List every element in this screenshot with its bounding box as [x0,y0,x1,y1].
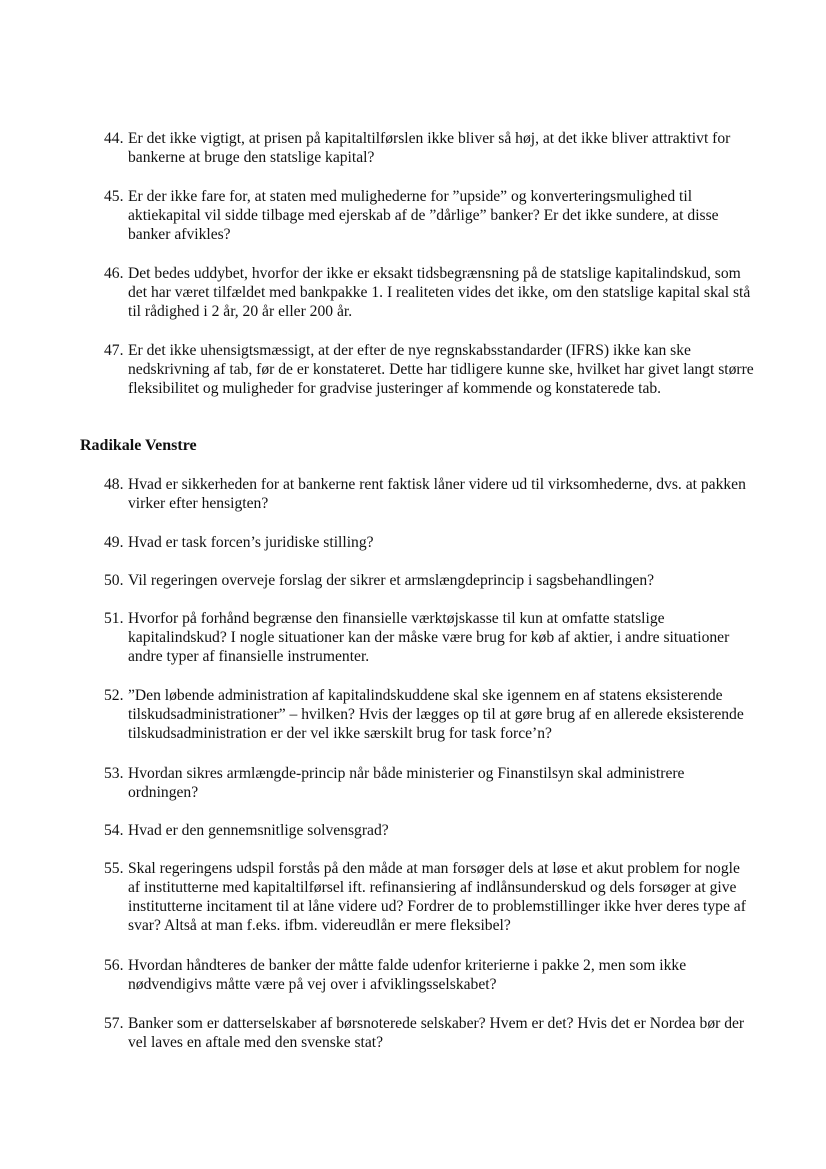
question-number: 56. [104,957,124,974]
question-number: 47. [104,342,124,359]
question-50 [104,571,754,590]
question-44 [104,129,754,167]
question-text: Hvordan sikres armlængde-princip når både ministerier og Finanstilsyn skal administrere ordningen? [128,765,685,801]
question-53 [104,764,754,802]
question-text: Det bedes uddybet, hvorfor der ikke er eksakt tidsbegrænsning på de statslige kapitalindskud, som det har været tilfældet med bankpakke 1. I realiteten vides det ikke, om den statslige kapital skal stå til rådighed i 2 år, 20 år eller 200 år. [128,265,751,320]
question-54 [104,821,754,840]
question-48 [104,475,754,513]
question-52 [104,686,754,743]
question-45 [104,187,754,244]
question-number: 51. [104,610,124,627]
question-46 [104,264,754,321]
question-number: 45. [104,188,124,205]
question-49 [104,533,754,552]
question-text: Hvordan håndteres de banker der måtte falde udenfor kriterierne i pakke 2, men som ikke nødvendigivs måtte være på vej over i afviklingsselskabet? [128,957,687,993]
question-number: 57. [104,1015,124,1032]
question-number: 52. [104,687,124,704]
question-number: 49. [104,534,124,551]
question-number: 44. [104,130,124,147]
question-text: Vil regeringen overveje forslag der sikrer et armslængdeprincip i sagsbehandlingen? [128,572,655,589]
question-47 [104,341,754,398]
question-text: Er der ikke fare for, at staten med mulighederne for ”upside” og konverteringsmulighed til aktiekapital vil sidde tilbage med ejerskab af de ”dårlige” banker? Er det ikke sundere, at disse banker afvikles? [128,188,719,243]
question-55 [104,859,754,935]
question-text: Hvorfor på forhånd begrænse den finansielle værktøjskasse til kun at omfatte statslige kapitalindskud? I nogle situationer kan der måske være brug for køb af aktier, i andre situationer andre typer af finansielle instrumenter. [128,610,730,665]
question-text: Er det ikke uhensigtsmæssigt, at der efter de nye regnskabsstandarder (IFRS) ikke kan ske nedskrivning af tab, før de er konstateret. Dette har tidligere kunne ske, hvilket har givet langt større fleksibilitet og muligheder for gradvise justeringer af kommende og konstaterede tab. [128,342,754,397]
question-text: Banker som er datterselskaber af børsnoterede selskaber? Hvem er det? Hvis det er Nordea bør der vel laves en aftale med den svenske stat? [128,1015,745,1051]
question-51 [104,609,754,666]
question-56 [104,956,754,994]
section-heading: Radikale Venstre [80,437,197,454]
question-text: Er det ikke vigtigt, at prisen på kapitaltilførslen ikke bliver så høj, at det ikke bliver attraktivt for bankerne at bruge den statslige kapital? [128,130,731,166]
question-number: 48. [104,476,124,493]
question-number: 46. [104,265,124,282]
question-number: 50. [104,572,124,589]
question-text: ”Den løbende administration af kapitalindskuddene skal ske igennem en af statens eksisterende tilskudsadministrationer” – hvilken? Hvis der lægges op til at gøre brug af en allerede eksisterende tilskudsadministration er der vel ikke særskilt brug for task force’n? [128,687,744,742]
question-number: 55. [104,860,124,877]
question-text: Hvad er sikkerheden for at bankerne rent faktisk låner videre ud til virksomhederne, dvs. at pakken virker efter hensigten? [128,476,746,512]
question-number: 54. [104,822,124,839]
question-text: Hvad er den gennemsnitlige solvensgrad? [128,822,389,839]
question-text: Skal regeringens udspil forstås på den måde at man forsøger dels at løse et akut problem for nogle af institutterne med kapitaltilførsel ift. refinansiering af indlånsunderskud og dels forsøger at give institutterne incitament til at låne videre ud? Fordrer de to problemstillinger ikke hver deres type af svar? Altså at man f.eks. ifbm. videreudlån er mere fleksibel? [128,860,746,934]
question-text: Hvad er task forcen’s juridiske stilling? [128,534,374,551]
question-number: 53. [104,765,124,782]
question-57 [104,1014,754,1052]
